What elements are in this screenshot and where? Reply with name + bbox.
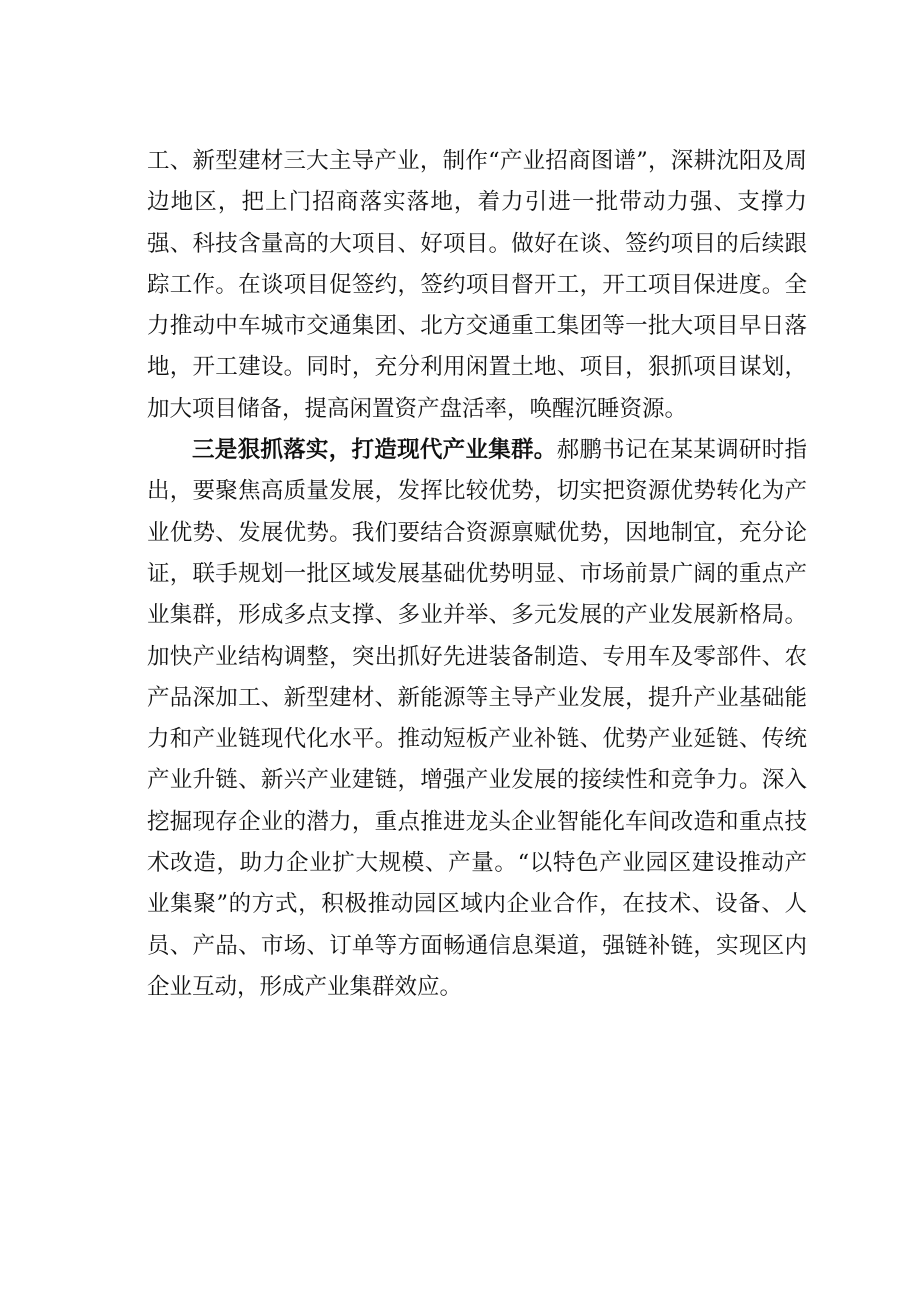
paragraph-lead-heading: 三是狠抓落实，打造现代产业集群。 [192,437,557,464]
document-body [147,141,807,1008]
paragraph-third-point [147,430,807,1008]
paragraph-body-text: 郝鹏书记在某某调研时指出，要聚焦高质量发展，发挥比较优势，切实把资源优势转化为产业优势、发展优势。我们要结合资源禀赋优势，因地制宜，充分论证，联手规划一批区域发展基础优势明显、市场前景广阔的重点产业集群，形成多点支撑、多业并举、多元发展的产业发展新格局。加快产业结构调整，突出抓好先进装备制造、专用车及零部件、农产品深加工、新型建材、新能源等主导产业发展，提升产业基础能力和产业链现代化水平。推动短板产业补链、优势产业延链、传统产业升链、新兴产业建链，增强产业发展的接续性和竞争力。深入挖掘现存企业的潜力，重点推进龙头企业智能化车间改造和重点技术改造，助力企业扩大规模、产量。“以特色产业园区建设推动产业集聚”的方式，积极推动园区域内企业合作，在技术、设备、人员、产品、市场、订单等方面畅通信息渠道，强链补链，实现区内企业互动，形成产业集群效应。 [147,437,807,1000]
paragraph-continuation: 工、新型建材三大主导产业，制作“产业招商图谱”，深耕沈阳及周边地区，把上门招商落实落地，着力引进一批带动力强、支撑力强、科技含量高的大项目、好项目。做好在谈、签约项目的后续跟踪工作。在谈项目促签约，签约项目督开工，开工项目保进度。全力推动中车城市交通集团、北方交通重工集团等一批大项目早日落地，开工建设。同时，充分利用闲置土地、项目，狠抓项目谋划，加大项目储备，提高闲置资产盘活率，唤醒沉睡资源。 [147,148,807,422]
